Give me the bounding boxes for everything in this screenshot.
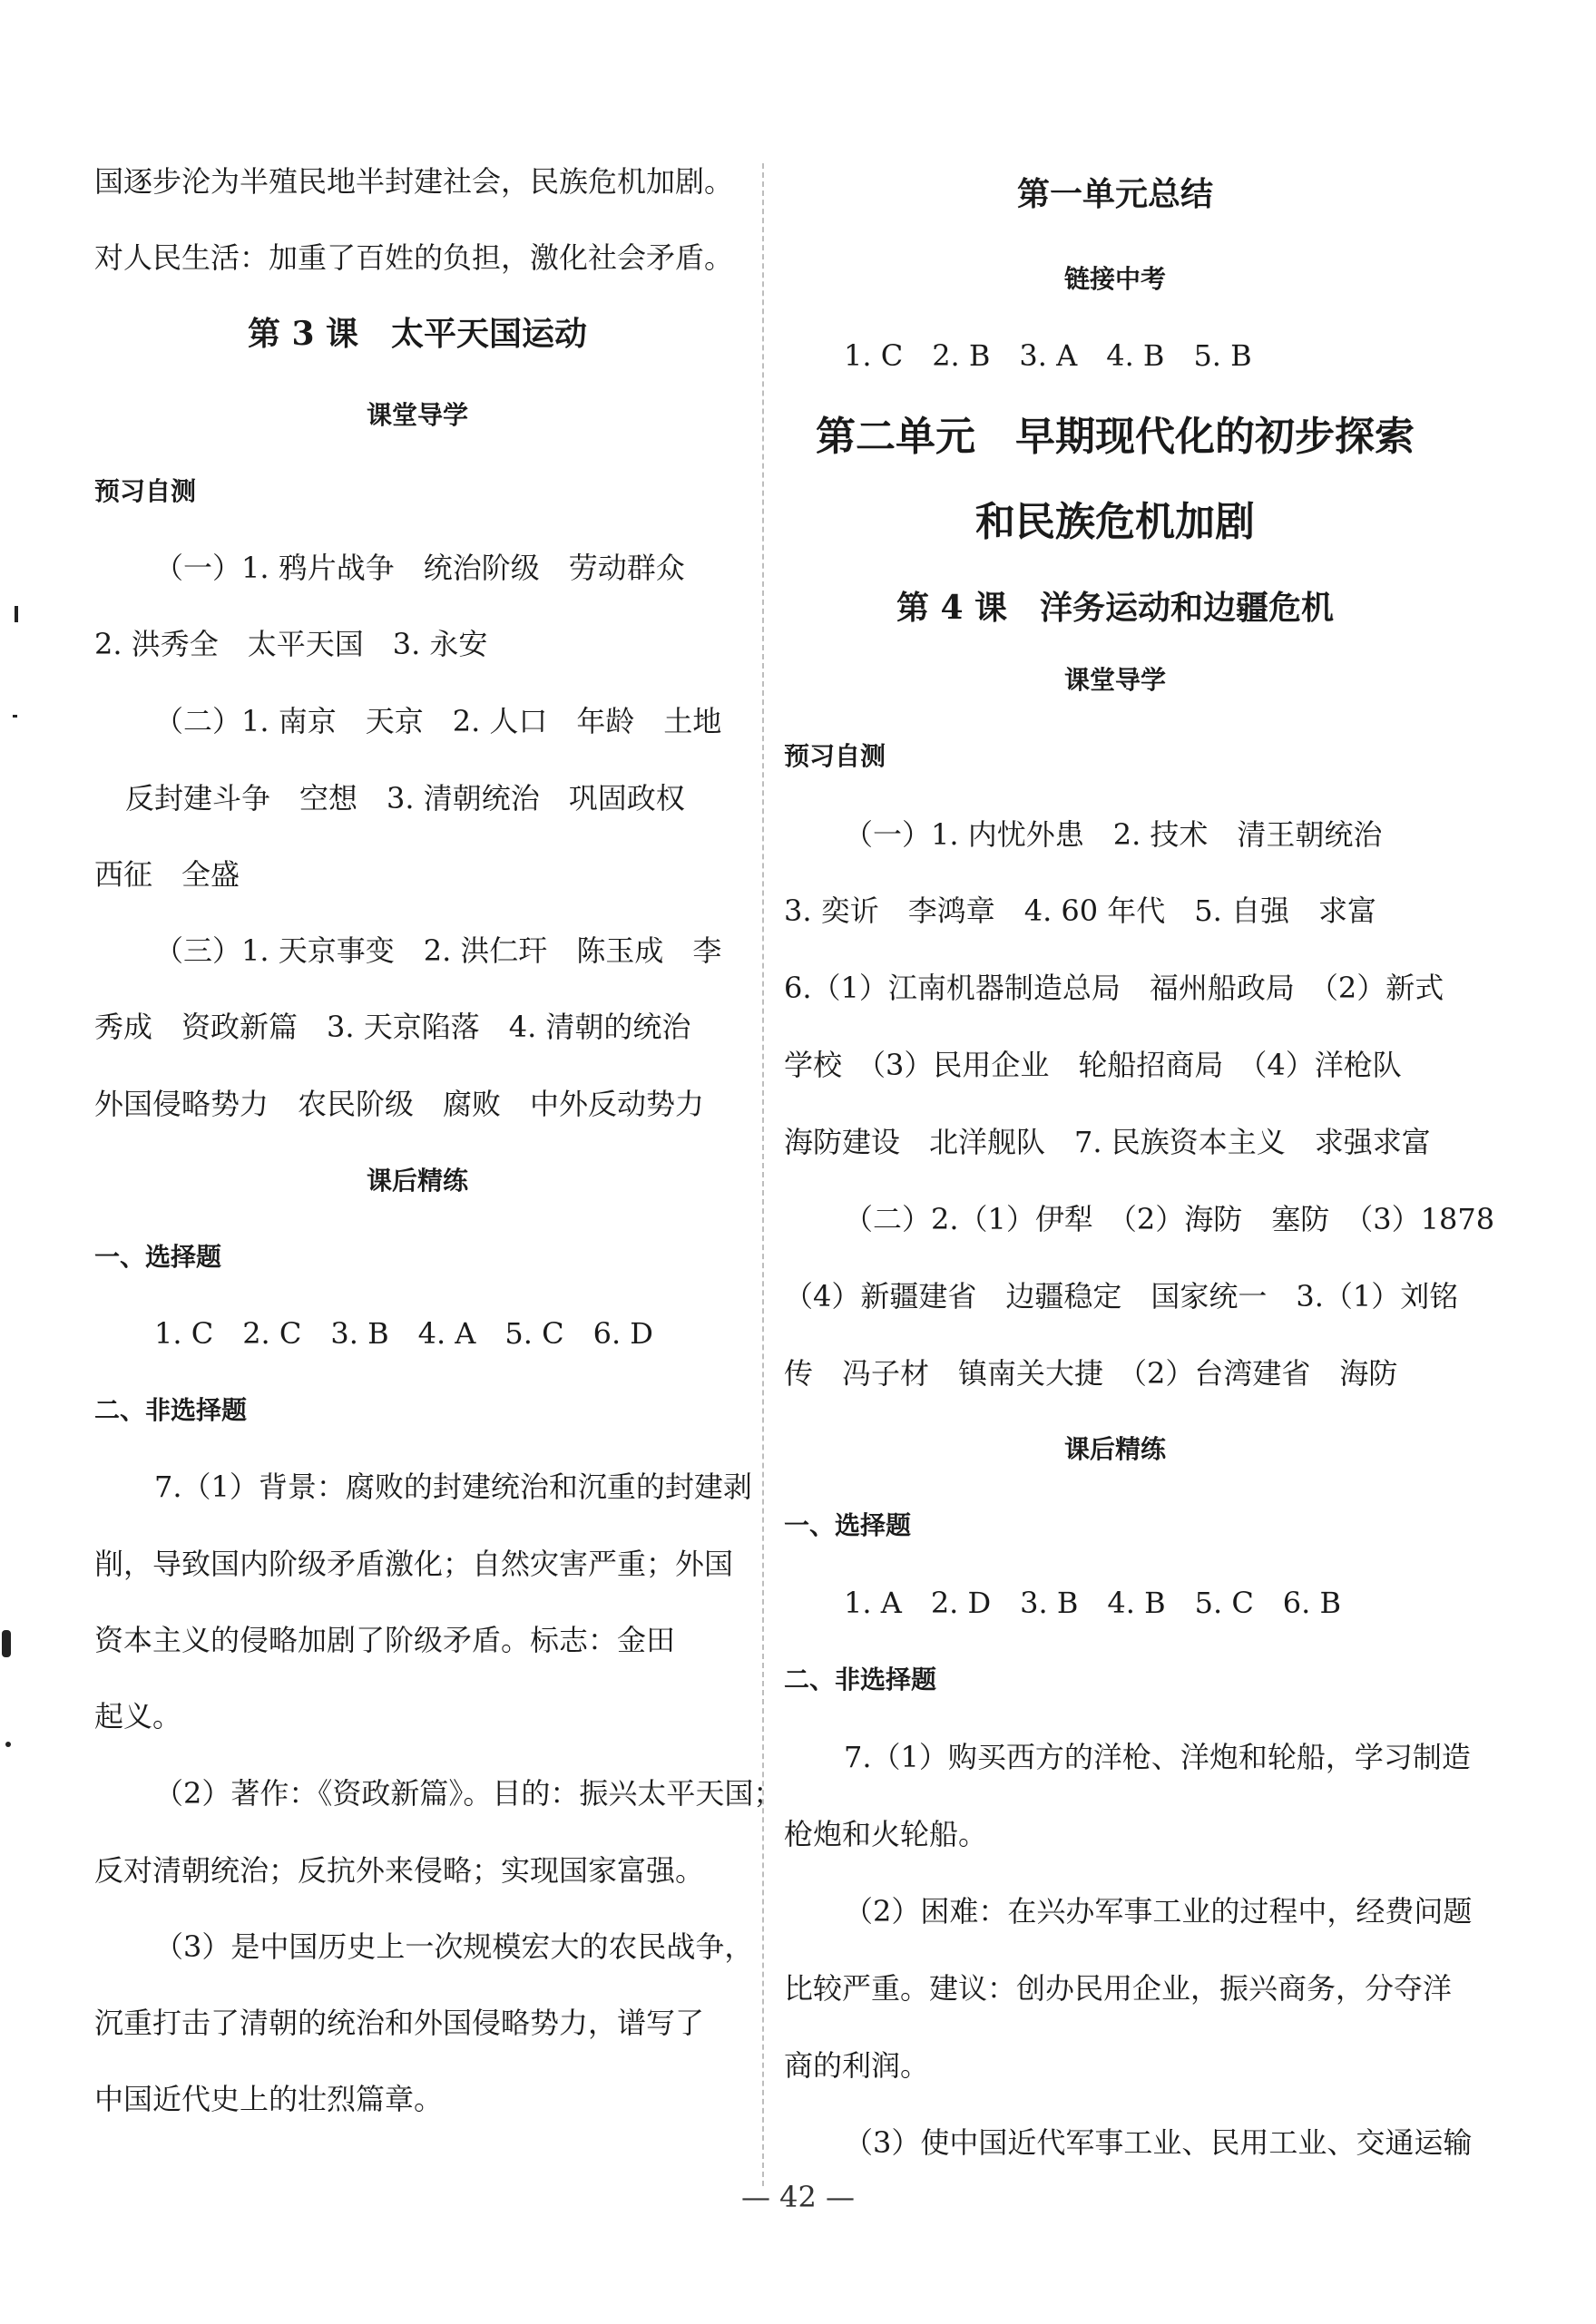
answer-line: 沉重打击了清朝的统治和外国侵略势力，谱写了	[94, 2006, 705, 2040]
scan-mark	[2, 1630, 11, 1657]
section-heading: 预习自测	[94, 476, 197, 506]
answer-line: 商的利润。	[784, 2048, 930, 2083]
answer-line: 外国侵略势力 农民阶级 腐败 中外反动势力	[94, 1087, 705, 1121]
answer-line: 反封建斗争 空想 3. 清朝统治 巩固政权	[125, 781, 685, 815]
answer-line: （一）1. 鸦片战争 统治阶级 劳动群众	[154, 551, 685, 585]
answer-line: 资本主义的侵略加剧了阶级矛盾。标志：金田	[94, 1623, 676, 1657]
unit-title: 第二单元 早期现代化的初步探索	[816, 414, 1415, 460]
page-number: — 42 —	[740, 2180, 856, 2214]
answer-line: 秀成 资政新篇 3. 天京陷落 4. 清朝的统治	[94, 1010, 691, 1044]
answer-line: 西征 全盛	[94, 857, 240, 892]
answer-line: 削，导致国内阶级矛盾激化；自然灾害严重；外国	[94, 1547, 734, 1581]
answer-line: 2. 洪秀全 太平天国 3. 永安	[94, 627, 488, 661]
scan-mark	[15, 606, 18, 622]
answer-line: 传 冯子材 镇南关大捷 （2）台湾建省 海防	[784, 1356, 1398, 1391]
answer-line: 反对清朝统治；反抗外来侵略；实现国家富强。	[94, 1853, 705, 1888]
scan-mark	[13, 715, 17, 718]
answer-line: （二）2.（1）伊犁 （2）海防 塞防 （3）1878	[844, 1202, 1495, 1236]
section-heading: 一、选择题	[784, 1510, 912, 1540]
scan-mark	[5, 1742, 11, 1747]
answer-line: （4）新疆建省 边疆稳定 国家统一 3.（1）刘铭	[784, 1279, 1459, 1313]
section-heading: 链接中考	[1063, 264, 1166, 294]
answer-line: 3. 奕䜣 李鸿章 4. 60 年代 5. 自强 求富	[784, 893, 1377, 928]
answer-line: 7.（1）背景：腐败的封建统治和沉重的封建剥	[154, 1470, 752, 1504]
unit-title: 和民族危机加剧	[975, 499, 1255, 545]
answer-line: 起义。	[94, 1699, 182, 1733]
answer-line: 比较严重。建议：创办民用企业，振兴商务，分夺洋	[784, 1971, 1453, 2006]
section-heading: 课堂导学	[1063, 665, 1166, 695]
section-heading: 预习自测	[784, 741, 886, 771]
section-heading: 二、非选择题	[784, 1665, 937, 1694]
answer-line: （2）著作：《资政新篇》。目的：振兴太平天国；	[154, 1776, 783, 1811]
answer-line: 学校 （3）民用企业 轮船招商局 （4）洋枪队	[784, 1048, 1402, 1082]
choice-answers: 1. C 2. B 3. A 4. B 5. B	[844, 338, 1252, 373]
answer-line: 枪炮和火轮船。	[784, 1817, 988, 1851]
answer-line: 6.（1）江南机器制造总局 福州船政局 （2）新式	[784, 971, 1444, 1005]
section-heading: 课后精练	[366, 1166, 468, 1196]
answer-line: （3）是中国历史上一次规模宏大的农民战争，	[154, 1929, 754, 1964]
lesson-title: 第 4 课 洋务运动和边疆危机	[896, 589, 1335, 627]
answer-line: （3）使中国近代军事工业、民用工业、交通运输	[844, 2125, 1473, 2160]
answer-line: （三）1. 天京事变 2. 洪仁玕 陈玉成 李	[154, 933, 722, 968]
answer-line: （一）1. 内忧外患 2. 技术 清王朝统治	[844, 817, 1383, 852]
section-heading: 二、非选择题	[94, 1395, 248, 1425]
text-line: 对人民生活：加重了百姓的负担，激化社会矛盾。	[94, 240, 734, 275]
answer-line: （2）困难：在兴办军事工业的过程中，经费问题	[844, 1894, 1473, 1929]
choice-answers: 1. A 2. D 3. B 4. B 5. C 6. B	[844, 1586, 1342, 1620]
answer-line: 海防建设 北洋舰队 7. 民族资本主义 求强求富	[784, 1125, 1431, 1159]
column-divider	[762, 163, 764, 2186]
section-heading: 一、选择题	[94, 1242, 222, 1272]
section-heading: 课堂导学	[366, 400, 468, 430]
choice-answers: 1. C 2. C 3. B 4. A 5. C 6. D	[154, 1316, 653, 1351]
section-heading: 课后精练	[1063, 1434, 1166, 1464]
lesson-title: 第 3 课 太平天国运动	[247, 315, 588, 353]
answer-line: （二）1. 南京 天京 2. 人口 年龄 土地	[154, 704, 722, 738]
unit-summary-title: 第一单元总结	[1016, 175, 1213, 213]
answer-line: 中国近代史上的壮烈篇章。	[94, 2082, 444, 2116]
text-line: 国逐步沦为半殖民地半封建社会，民族危机加剧。	[94, 164, 734, 199]
answer-line: 7.（1）购买西方的洋枪、洋炮和轮船，学习制造	[844, 1740, 1471, 1774]
